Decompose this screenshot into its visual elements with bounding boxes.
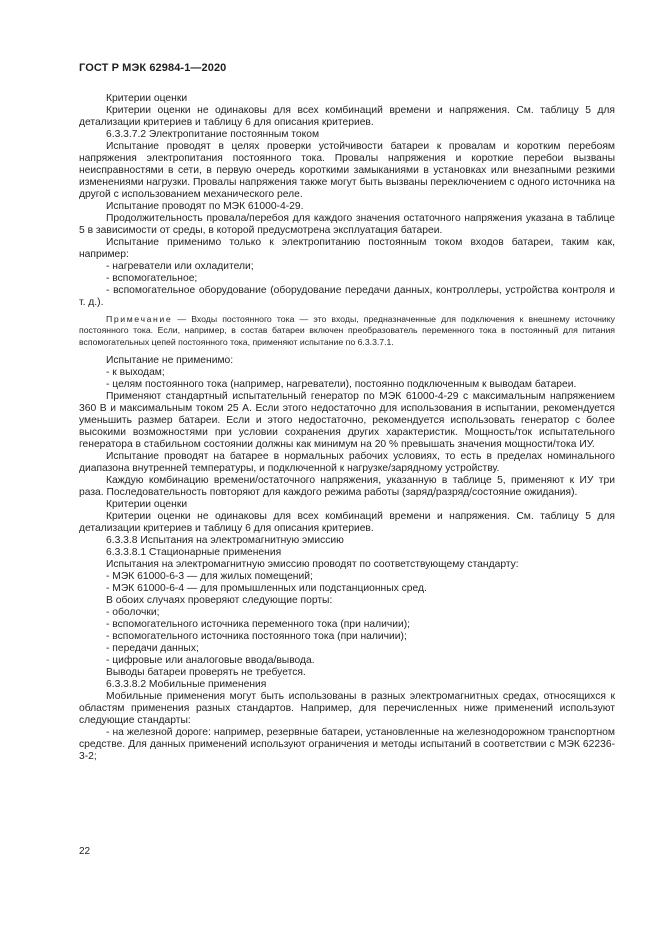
paragraph: Критерии оценки не одинаковы для всех комбинаций времени и напряжения. См. таблицу 5 для детализации критериев и таблицу 6 для описания критериев.: [79, 105, 615, 128]
list-item: - нагреватели или охладители;: [106, 261, 254, 272]
list-item: - цифровые или аналоговые ввода/вывода.: [106, 654, 315, 666]
paragraph: Испытание применимо только к электропитанию постоянным током входов батареи, таким как, например:: [79, 237, 615, 260]
section-heading: 6.3.3.8.2 Мобильные применения: [106, 678, 267, 690]
paragraph: Критерии оценки не одинаковы для всех комбинаций времени и напряжения. См. таблицу 5 для детализации критериев и таблицу 6 для описания критериев.: [79, 510, 615, 534]
list-item: - вспомогательное оборудование (оборудование передачи данных, контроллеры, устройства контроля и т. д.).: [79, 285, 615, 308]
section-heading: Критерии оценки: [106, 93, 188, 104]
paragraph: Испытание проводят по МЭК 61000-4-29.: [106, 201, 304, 212]
list-item: - целям постоянного тока (например, нагреватели), постоянно подключенным к выводам батареи.: [106, 378, 577, 390]
paragraph: Мобильные применения могут быть использованы в разных электромагнитных средах, относящихся к областям применения разных стандартов. Например, для перечисленных ниже применений используют следующие стандарты:: [79, 690, 615, 726]
paragraph: Испытание проводят в целях проверки устойчивости батареи к провалам и коротким перебоям напряжения электропитания постоянного тока. Провалы напряжения и короткие перебои вызваны неисправностями в сети, в первую очередь короткими замыканиями в установках или внезапными резкими изменениями нагрузки. Провалы напряжения также могут быть вызваны переключением с одного источника на другой с использованием механического реле.: [79, 141, 616, 200]
section-heading: 6.3.3.8 Испытания на электромагнитную эмиссию: [106, 534, 344, 546]
section-heading: Критерии оценки: [106, 498, 188, 510]
paragraph: Испытание проводят на батарее в нормальных рабочих условиях, то есть в пределах номинального диапазона внутренней температуры, и подключенной к нагрузке/зарядному устройству.: [79, 450, 615, 474]
section-heading: 6.3.3.8.1 Стационарные применения: [106, 546, 282, 558]
list-item: - вспомогательного источника постоянного тока (при наличии);: [106, 630, 407, 642]
document-header: ГОСТ Р МЭК 62984-1—2020: [79, 62, 227, 74]
document-body: [79, 93, 615, 763]
paragraph: Каждую комбинацию времени/остаточного напряжения, указанную в таблице 5, применяют к ИУ три раза. Последовательность повторяют для каждого режима работы (заряд/разряд/состояние ожидания).: [79, 474, 615, 498]
note-text: — Входы постоянного тока — это входы, предназначенные для подключения к внешнему источнику постоянного тока. Если, например, в состав батареи включен преобразователь переменного тока в постоянный для питания вспомогательных цепей постоянного тока, применяют испытание по 6.3.3.7.1.: [79, 314, 615, 347]
list-item: - вспомогательное;: [106, 273, 198, 284]
list-item: - к выходам;: [106, 366, 165, 378]
paragraph: Испытания на электромагнитную эмиссию проводят по соответствующему стандарту:: [106, 558, 519, 570]
note-label: Примечание: [106, 314, 173, 324]
list-item: - оболочки;: [106, 606, 160, 618]
paragraph: В обоих случаях проверяют следующие порты:: [106, 594, 333, 606]
paragraph: Применяют стандартный испытательный генератор по МЭК 61000-4-29 с максимальным напряжением 360 В и максимальным током 25 А. Если этого недостаточно для использования в испытании, рекомендуется уменьшить размер батареи. Если и этого недостаточно, рекомендуется использовать генератор с более высокими возможностями при условии сохранения других характеристик. Мощность/ток испытательного генератора в стабильном состоянии должны как минимум на 20 % превышать значения мощности/тока ИУ.: [79, 390, 615, 450]
page-number: 22: [79, 846, 91, 857]
paragraph: Продолжительность провала/перебоя для каждого значения остаточного напряжения указана в таблице 5 в зависимости от среды, в которой предусмотрена эксплуатация батареи.: [79, 213, 615, 236]
paragraph: Испытание не применимо:: [106, 354, 234, 366]
paragraph: Выводы батареи проверять не требуется.: [106, 666, 306, 678]
list-item: - передачи данных;: [106, 642, 199, 654]
list-item: - на железной дороге: например, резервные батареи, установленные на железнодорожном транспортном средстве. Для данных применений используют ограничения и методы испытаний в соответствии с МЭК 62236-3-2;: [79, 726, 615, 762]
note-block: [79, 314, 615, 348]
section-heading: 6.3.3.7.2 Электропитание постоянным током: [106, 129, 320, 140]
list-item: - вспомогательного источника переменного тока (при наличии);: [106, 618, 411, 630]
list-item: - МЭК 61000-6-3 — для жилых помещений;: [106, 570, 313, 582]
list-item: - МЭК 61000-6-4 — для промышленных или подстанционных сред.: [106, 582, 427, 594]
